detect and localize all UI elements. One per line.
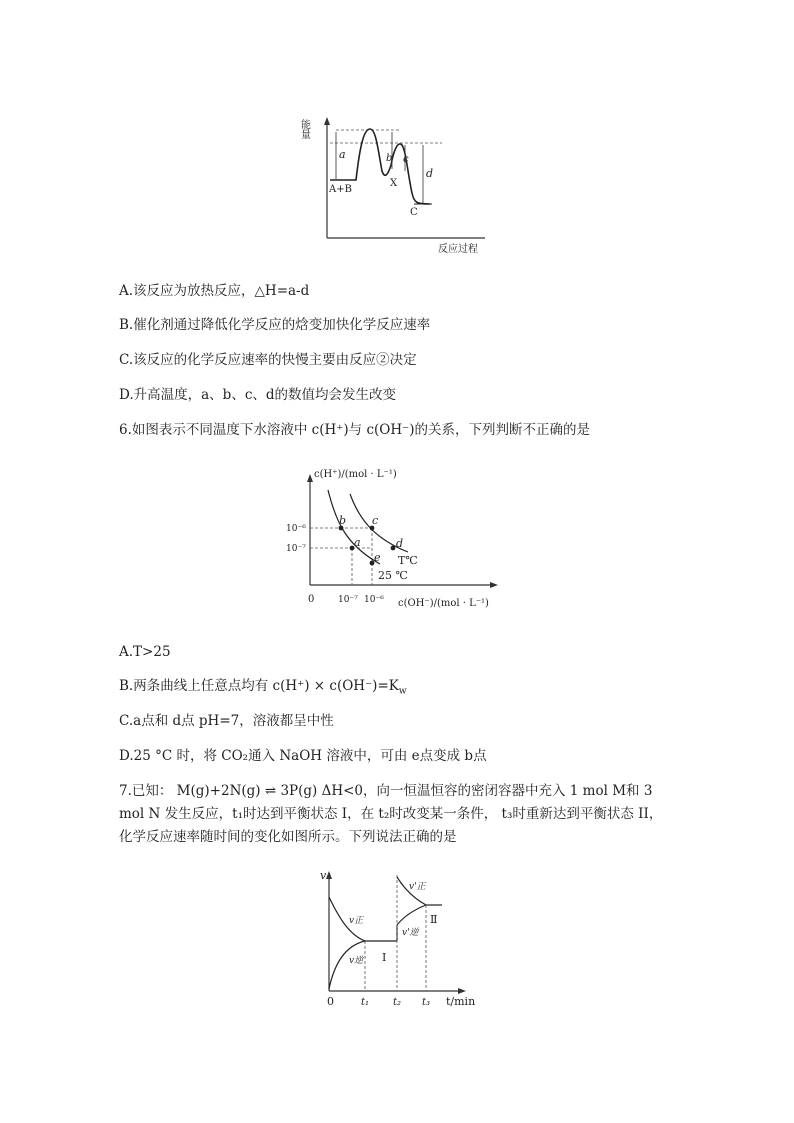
q7-stem-line-3: 化学反应速率随时间的变化如图所示。下列说法正确的是: [119, 829, 457, 845]
svg-text:25 ℃: 25 ℃: [378, 569, 408, 582]
water-ionization-graph: [280, 460, 510, 610]
rate-time-graph: [310, 865, 490, 1010]
q6-stem: 6.如图表示不同温度下水溶液中 c(H⁺)与 c(OH⁻)的关系，下列判断不正确的是: [119, 422, 591, 438]
svg-text:I: I: [382, 951, 387, 964]
svg-text:d: d: [426, 167, 434, 180]
q5-option-c: C.该反应的化学反应速率的快慢主要由反应②决定: [119, 352, 417, 368]
svg-text:10⁻⁷: 10⁻⁷: [338, 595, 358, 605]
svg-text:v'逆: v'逆: [402, 928, 419, 938]
svg-text:t/min: t/min: [446, 995, 476, 1008]
svg-text:v正: v正: [349, 916, 364, 926]
svg-text:A+B: A+B: [329, 184, 352, 195]
svg-text:v: v: [320, 869, 327, 882]
svg-text:c: c: [372, 514, 379, 527]
svg-text:t₂: t₂: [393, 997, 402, 1008]
svg-text:a: a: [354, 536, 361, 549]
q7-stem-line-2: mol N 发生反应，t₁时达到平衡状态 I，在 t₂时改变某一条件， t₃时重新达到平衡状态 II，: [119, 806, 663, 822]
svg-text:b: b: [339, 514, 347, 527]
q5-option-d: D.升高温度，a、b、c、d的数值均会发生改变: [119, 387, 397, 403]
svg-text:a: a: [339, 148, 346, 161]
q6-option-d: D.25 °C 时，将 CO₂通入 NaOH 溶液中，可由 e点变成 b点: [119, 748, 487, 764]
svg-text:Ⅱ: Ⅱ: [430, 913, 438, 926]
x-axis-label: 反应过程: [438, 244, 478, 255]
y-axis-label: c(H⁺)/(mol · L⁻¹): [314, 469, 397, 480]
svg-text:e: e: [374, 551, 381, 564]
energy-profile-diagram: [300, 105, 500, 255]
q6-option-c: C.a点和 d点 pH=7，溶液都呈中性: [119, 713, 334, 729]
q6-option-a: A.T>25: [119, 644, 171, 660]
svg-text:0: 0: [327, 995, 334, 1008]
svg-text:T℃: T℃: [398, 554, 418, 567]
svg-text:t₃: t₃: [422, 997, 431, 1008]
y-axis-label: 能量: [298, 119, 310, 139]
q5-option-a: A.该反应为放热反应，△H=a-d: [119, 283, 310, 299]
svg-text:10⁻⁶: 10⁻⁶: [286, 524, 306, 534]
q7-stem-line-1: 7.已知： M(g)+2N(g) ⇌ 3P(g) ΔH<0，向一恒温恒容的密闭容器中充入 1 mol M和 3: [119, 783, 653, 799]
svg-text:v'正: v'正: [409, 882, 426, 892]
svg-text:d: d: [396, 537, 404, 550]
x-axis-label: c(OH⁻)/(mol · L⁻¹): [398, 598, 489, 609]
svg-text:v逆: v逆: [349, 956, 364, 966]
svg-text:10⁻⁶: 10⁻⁶: [364, 595, 384, 605]
svg-text:0: 0: [308, 594, 315, 605]
svg-text:C: C: [410, 207, 418, 218]
svg-text:c: c: [403, 154, 409, 165]
q6-option-b: B.两条曲线上任意点均有 $c(H^+) \times c(OH^-)=K_w$: [119, 678, 407, 697]
svg-text:t₁: t₁: [361, 997, 370, 1008]
svg-text:b: b: [386, 153, 393, 164]
svg-text:X: X: [390, 178, 398, 189]
svg-text:10⁻⁷: 10⁻⁷: [286, 544, 306, 554]
q5-option-b: B.催化剂通过降低化学反应的焓变加快化学反应速率: [119, 317, 431, 333]
